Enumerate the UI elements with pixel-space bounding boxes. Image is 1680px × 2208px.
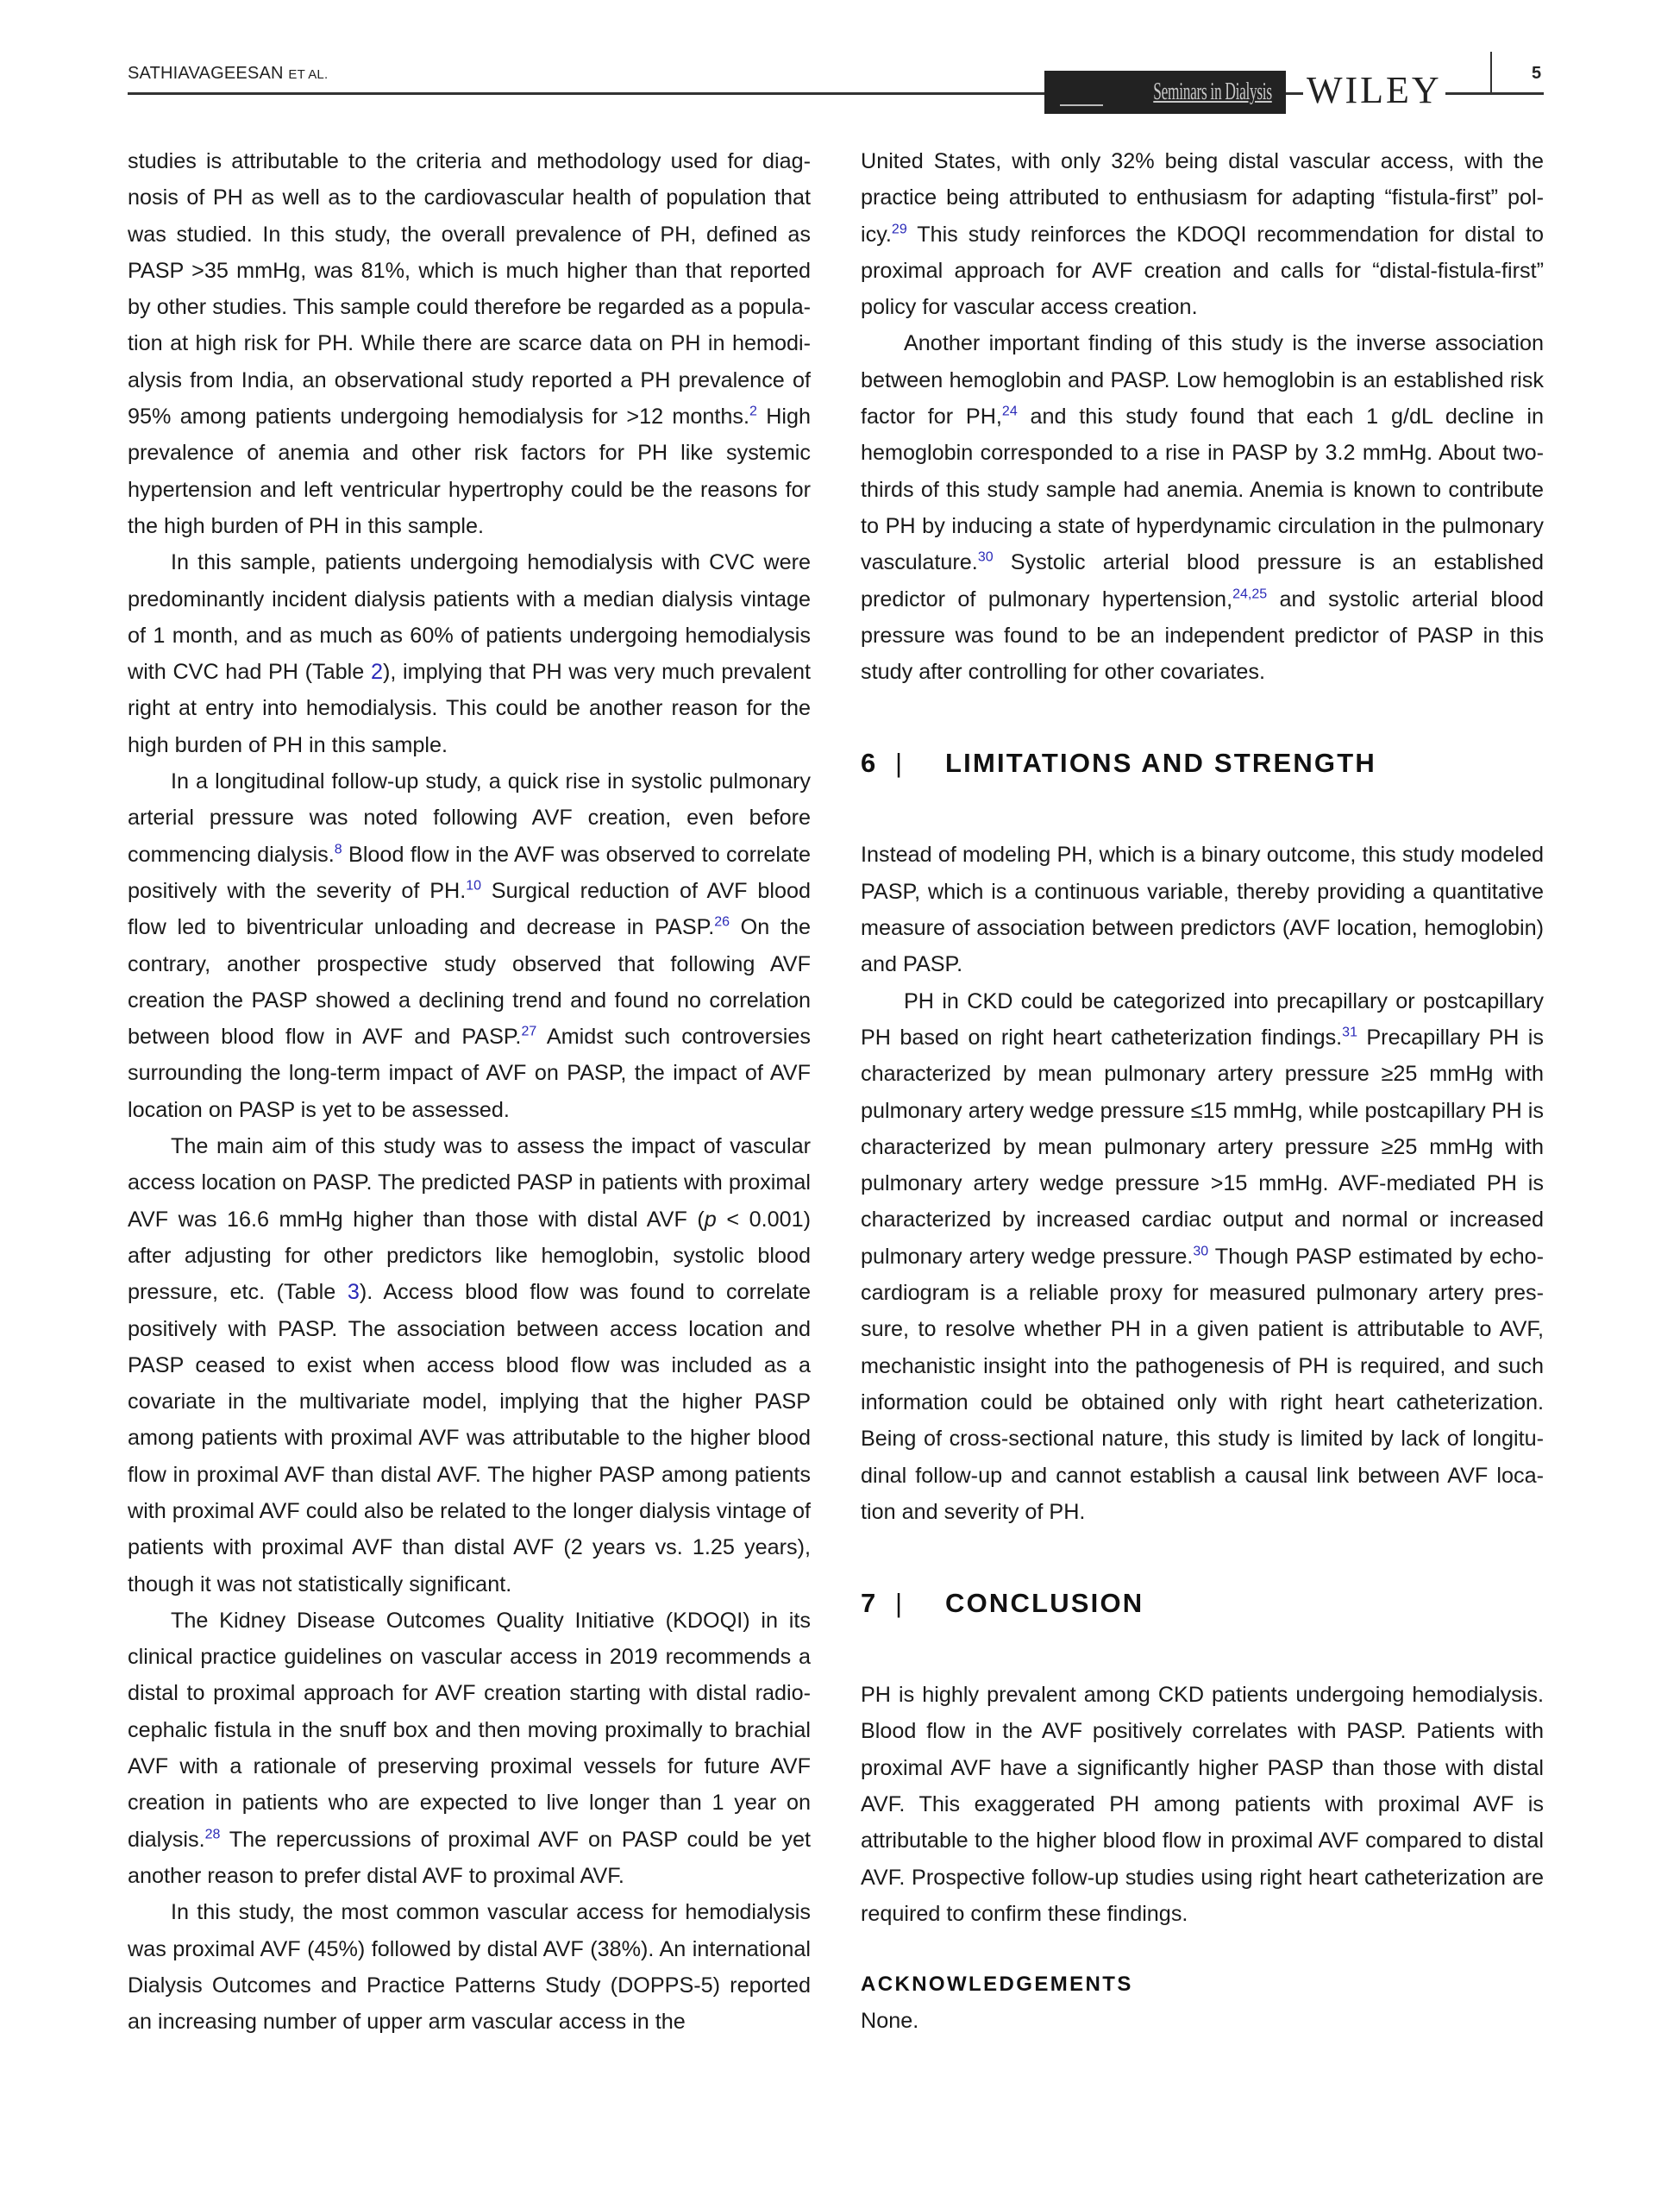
paragraph: The Kidney Disease Outcomes Quality Initiative (KDOQI) in its clinical practice guidelines on vascular access in 2019 recommends a distal to proximal approach for AVF creation starting with distal radio-cephalic fistula in the snuff box and then moving proximally to brachial AVF with a rationale of preserving proximal vessels for future AVF creation in patients who are expected to live longer than 1 year on dialysis.$^{28}$ The repercussions of proximal AVF on PASP could be yet another reason to prefer distal AVF to proximal AVF. bbox=[128, 1608, 811, 1888]
journal-logo bbox=[1044, 71, 1286, 114]
paragraph: Instead of modeling PH, which is a binary outcome, this study modeled PASP, which is a continuous variable, thereby providing a quantitative measure of association between predictors (AVF location, hemoglobin) and PASP. bbox=[861, 843, 1544, 977]
spacer bbox=[861, 1622, 1544, 1677]
journal-name: Seminars in Dialysis bbox=[1153, 78, 1272, 105]
left-column bbox=[128, 143, 811, 2040]
table-reference-link[interactable]: 2 bbox=[370, 660, 383, 685]
acknowledgements-heading: ACKNOWLEDGEMENTS bbox=[861, 1973, 1133, 1997]
citation-link[interactable]: 24,25 bbox=[1232, 586, 1268, 602]
citation-link[interactable]: 24 bbox=[1001, 404, 1018, 419]
citation-link[interactable]: 29 bbox=[891, 222, 907, 237]
citation-link[interactable]: 30 bbox=[977, 549, 994, 565]
paragraph: PH in CKD could be categorized into precapillary or postcapillary PH based on right heart catheterization findings.$^{31}$ Precapillary PH is characterized by mean pulmonary artery pressure ≥25 mmHg with pulmonary artery wedge pressure ≤15 mmHg, while postcapillary PH is characterized by mean pulmonary artery pressure ≥25 mmHg with pulmonary artery wedge pressure >15 mmHg. AVF-mediated PH is characterized by increased cardiac output and normal or increased pulmonary artery wedge pressure.$^{30}$ Though PASP estimated by echocardiogram is a reliable proxy for measured pulmonary artery pressure, to resolve whether PH in a given patient is attributable to AVF, mechanistic insight into the pathogenesis of PH is required, and such information could be obtained only with right heart catheterization. Being of cross-sectional nature, this study is limited by lack of longitudinal follow-up and cannot establish a causal link between AVF location and severity of PH. bbox=[861, 988, 1544, 1524]
spacer bbox=[861, 1530, 1544, 1585]
journal-logo-underline bbox=[1060, 104, 1103, 106]
citation-link[interactable]: 30 bbox=[1193, 1244, 1209, 1259]
page-header bbox=[128, 52, 1544, 121]
spacer bbox=[861, 1932, 1544, 1966]
section-heading-limitations: 6 | LIMITATIONS AND STRENGTH bbox=[861, 748, 1376, 779]
page-number-divider bbox=[1490, 52, 1492, 93]
paragraph: United States, with only 32% being distal vascular access, with the practice being attributed to enthusiasm for adapting “fistula-first” policy.$^{29}$ This study reinforces the KDOQI recommendation for distal to proximal approach for AVF creation and calls for “distal-fistula-first” policy for vascular access creation. bbox=[861, 149, 1544, 320]
citation-link[interactable]: 2 bbox=[749, 404, 757, 419]
publisher-logo: WILEY bbox=[1303, 69, 1445, 112]
citation-link[interactable]: 10 bbox=[466, 878, 481, 894]
paragraph: In this study, the most common vascular access for hemodialysis was proximal AVF (45%) followed by distal AVF (38%). An international Dialysis Outcomes and Practice Patterns Study (DOPPS-5) reported an increasing number of upper arm vascular access in the bbox=[128, 1900, 811, 2035]
paragraph: Another important finding of this study is the inverse association between hemoglobin and PASP. Low hemoglobin is an established risk factor for PH,$^{24}$ and this study found that each 1 g/dL decline in hemoglobin corresponded to a rise in PASP by 3.2 mmHg. About two-thirds of this study sample had anemia. Anemia is known to contribute to PH by inducing a state of hyperdynamic circulation in the pulmonary vasculature.$^{30}$ Systolic arterial blood pressure is an established predictor of pulmonary hypertension,$^{24,25}$ and systolic arterial blood pressure was found to be an independent predictor of PASP in this study after controlling for other covariates. bbox=[861, 331, 1545, 685]
running-head-etal: ET AL. bbox=[288, 67, 329, 82]
citation-link[interactable]: 27 bbox=[521, 1024, 537, 1039]
spacer bbox=[861, 781, 1544, 837]
citation-link[interactable]: 8 bbox=[334, 842, 342, 857]
table-reference-link[interactable]: 3 bbox=[347, 1280, 360, 1305]
paragraph: In a longitudinal follow-up study, a quick rise in systolic pulmonary arterial pressure was noted following AVF creation, even before commencing dialysis.$^8$ Blood flow in the AVF was observed to correlate positively with the severity of PH.$^{10}$ Surgical reduction of AVF blood flow led to biventricular unloading and decrease in PASP.$^{26}$ On the contrary, another prospective study observed that following AVF creation the PASP showed a declining trend and found no correlation between blood flow in AVF and PASP.$^{27}$ Amidst such controversies surrounding the long-term impact of AVF on PASP, the impact of AVF location on PASP is yet to be assessed. bbox=[128, 769, 811, 1122]
running-head bbox=[128, 64, 328, 84]
citation-link[interactable]: 26 bbox=[714, 914, 730, 930]
section-heading-conclusion: 7 | CONCLUSION bbox=[861, 1588, 1144, 1619]
citation-link[interactable]: 31 bbox=[1342, 1025, 1357, 1040]
running-head-author: SATHIAVAGEESAN bbox=[128, 64, 284, 83]
page-number: 5 bbox=[1532, 64, 1542, 83]
citation-link[interactable]: 28 bbox=[204, 1827, 221, 1842]
paragraph: PH is highly prevalent among CKD patients undergoing hemodialysis. Blood flow in the AVF positively correlates with PASP. Patients with proximal AVF have a significantly higher PASP than those with distal AVF. This exaggerated PH among patients with proximal AVF is attributable to the higher blood flow in proximal AVF compared to distal AVF. Prospective follow-up studies using right heart catheterization are required to confirm these findings. bbox=[861, 1683, 1544, 1926]
spacer bbox=[861, 690, 1544, 745]
paragraph: The main aim of this study was to assess the impact of vascular access location on PASP. The predicted PASP in patients with proximal AVF was 16.6 mmHg higher than those with distal AVF (p < 0.001) after adjusting for other predictors like hemoglobin, systolic blood pressure, etc. (Table 3). Access blood flow was found to correlate positively with PASP. The association between access location and PASP ceased to exist when access blood flow was included as a covariate in the multivariate model, implying that the higher PASP among patients with proximal AVF was attributable to the higher blood flow in proximal AVF than distal AVF. The higher PASP among patients with proximal AVF could also be related to the longer dialysis vintage of patients with proximal AVF than distal AVF (2 years vs. 1.25 years), though it was not statistically significant. bbox=[128, 1134, 812, 1596]
paragraph: In this sample, patients undergoing hemodialysis with CVC were predominantly incident dialysis patients with a median dialysis vintage of 1 month, and as much as 60% of patients undergoing hemodialysis with CVC had PH (Table 2), implying that PH was very much prevalent right at entry into hemodialysis. This could be another reason for the high burden of PH in this sample. bbox=[128, 550, 811, 757]
right-column bbox=[861, 143, 1544, 2039]
acknowledgements-text: None. bbox=[861, 2009, 919, 2034]
paragraph: studies is attributable to the criteria and methodology used for diagnosis of PH as well as to the cardiovascular health of population that was studied. In this study, the overall prevalence of PH, defined as PASP >35 mmHg, was 81%, which is much higher than that reported by other studies. This sample could therefore be regarded as a population at high risk for PH. While there are scarce data on PH in hemodialysis from India, an observational study reported a PH prevalence of 95% among patients undergoing hemodialysis for >12 months.$^2$ High prevalence of anemia and other risk factors for PH like systemic hypertension and left ventricular hypertrophy could be the reasons for the high burden of PH in this sample. bbox=[128, 149, 811, 538]
